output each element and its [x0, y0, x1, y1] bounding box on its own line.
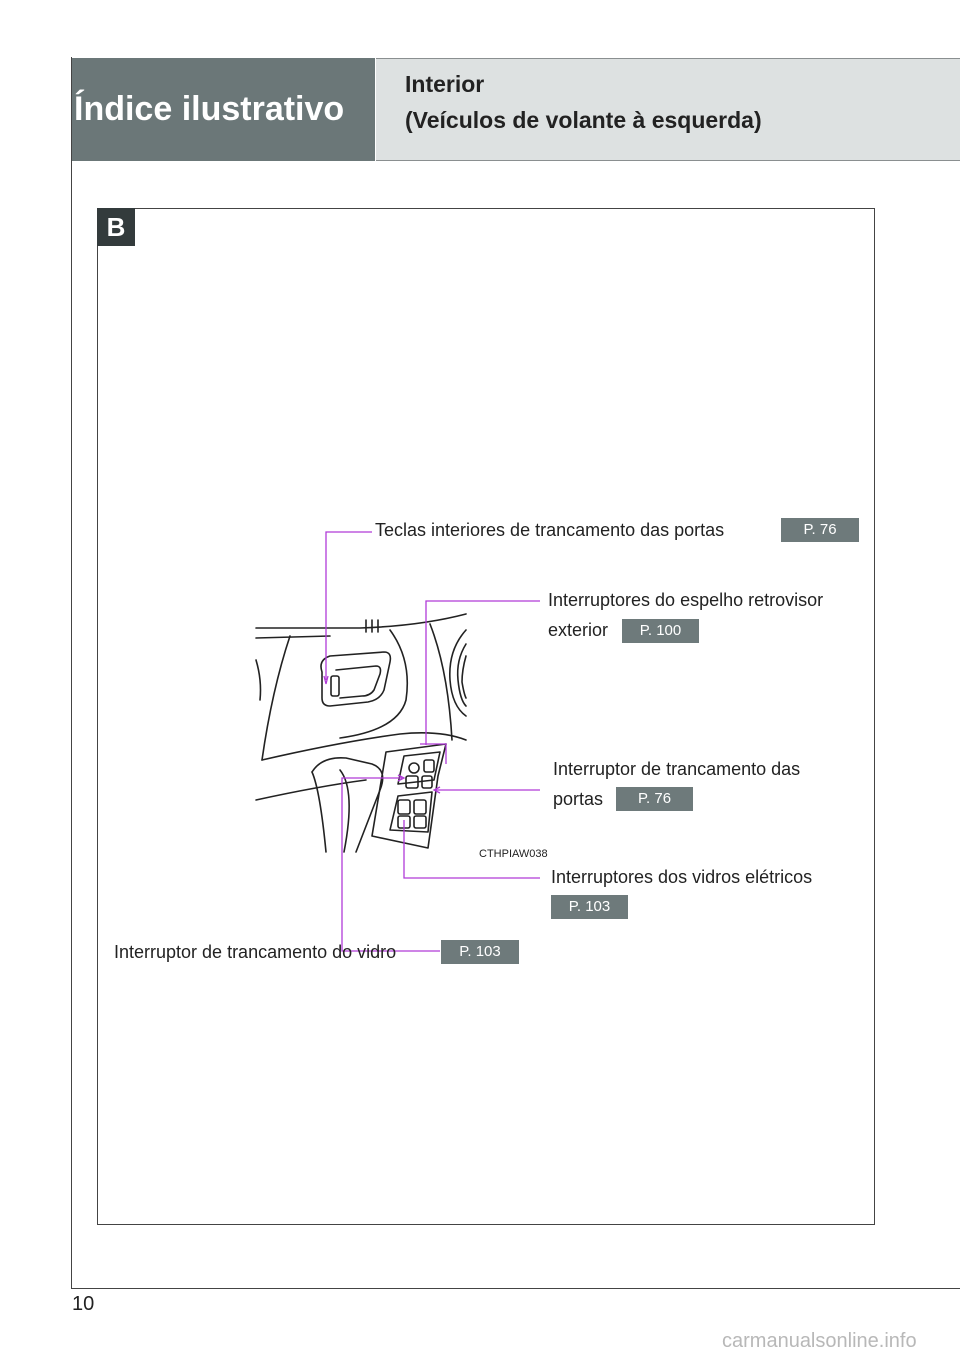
panel-badge: B — [97, 208, 135, 246]
subtitle-line1: Interior — [405, 71, 485, 97]
door-lock-label-line1: Interruptor de trancamento das — [553, 759, 801, 779]
power-windows-label: Interruptores dos vidros elétricos — [551, 867, 813, 887]
section-title: Índice ilustrativo — [74, 90, 345, 128]
subtitle-line2: (Veículos de volante à esquerda) — [405, 107, 762, 133]
watermark: carmanualsonline.info — [722, 1330, 917, 1352]
window-lock-label: Interruptor de trancamento do vidro — [114, 942, 397, 962]
mirror-label-line1: Interruptores do espelho retrovisor — [548, 590, 824, 610]
door-lock-label-line2: portas — [553, 789, 604, 809]
image-code: CTHPIAW038 — [479, 848, 548, 860]
door-lock-page-ref[interactable]: P. 76 — [616, 787, 693, 811]
page-number: 10 — [72, 1293, 95, 1315]
mirror-label-line2: exterior — [548, 620, 609, 640]
mirror-page-ref[interactable]: P. 100 — [622, 619, 699, 643]
inner-lock-page-ref[interactable]: P. 76 — [781, 518, 859, 542]
power-windows-page-ref[interactable]: P. 103 — [551, 895, 628, 919]
inner-lock-label: Teclas interiores de trancamento das portas — [375, 520, 725, 540]
window-lock-page-ref[interactable]: P. 103 — [441, 940, 519, 964]
